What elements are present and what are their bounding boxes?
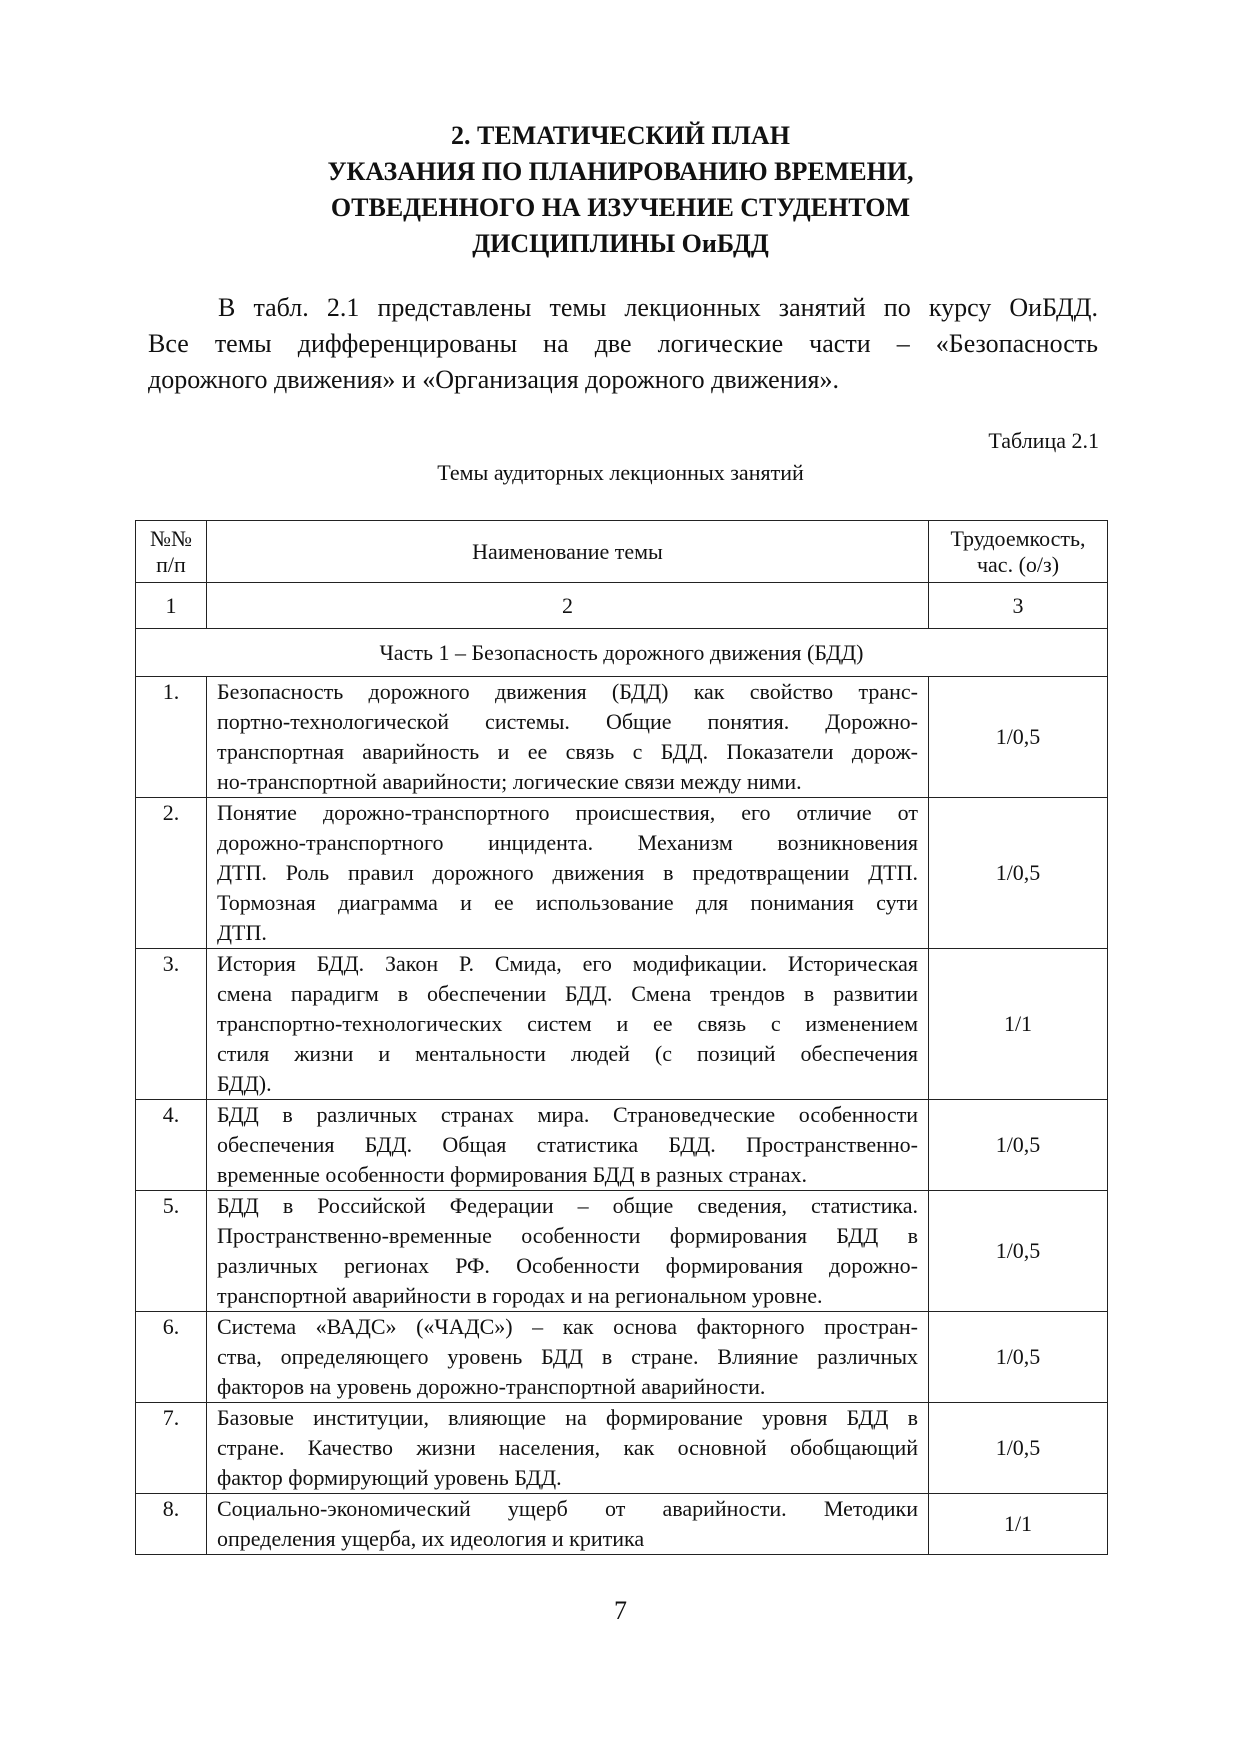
header-hours-line: час. (о/з) — [976, 551, 1060, 577]
table-row — [136, 1100, 1108, 1191]
table-caption: Темы аудиторных лекционных занятий — [437, 460, 804, 485]
row-topic — [207, 1100, 929, 1191]
topic-line: Система «ВАДС» («ЧАДС») – как основа факторного простран- — [217, 1314, 918, 1339]
row-hours: 1/0,5 — [929, 1191, 1108, 1312]
table-row — [136, 798, 1108, 949]
header-num — [136, 521, 207, 583]
column-number-row — [136, 583, 1108, 629]
topic-line: портно-технологической системы. Общие понятия. Дорожно- — [217, 709, 918, 734]
col-number: 3 — [929, 583, 1108, 629]
row-number: 7. — [136, 1403, 207, 1494]
topic-line: фактор формирующий уровень БДД. — [217, 1465, 562, 1490]
col-number: 1 — [136, 583, 207, 629]
row-topic — [207, 949, 929, 1100]
table-row — [136, 1494, 1108, 1555]
topic-line: Пространственно-временные особенности формирования БДД в — [217, 1223, 918, 1248]
intro-paragraph — [148, 290, 1098, 398]
topic-line: стране. Качество жизни населения, как основной обобщающий — [217, 1435, 918, 1460]
row-topic — [207, 1312, 929, 1403]
topic-line: ДТП. — [217, 920, 267, 945]
row-topic — [207, 1191, 929, 1312]
intro-line: Все темы дифференцированы на две логические части – «Безопасность — [148, 329, 1098, 358]
section-heading — [0, 118, 1241, 262]
row-hours: 1/0,5 — [929, 798, 1108, 949]
header-hours-line: Трудоемкость, — [950, 525, 1086, 551]
heading-line: 2. ТЕМАТИЧЕСКИЙ ПЛАН — [451, 121, 790, 150]
col-number: 2 — [207, 583, 929, 629]
row-number: 2. — [136, 798, 207, 949]
topic-line: ДТП. Роль правил дорожного движения в предотвращении ДТП. — [217, 860, 918, 885]
table-row — [136, 1403, 1108, 1494]
row-number: 1. — [136, 677, 207, 798]
topics-table — [135, 520, 1108, 1555]
topic-line: ства, определяющего уровень БДД в стране. Влияние различных — [217, 1344, 918, 1369]
row-topic — [207, 677, 929, 798]
part-row — [136, 629, 1108, 677]
topic-line: определения ущерба, их идеология и критика — [217, 1526, 645, 1551]
topic-line: смена парадигм в обеспечении БДД. Смена трендов в развитии — [217, 981, 918, 1006]
topic-line: транспортно-технологических систем и ее связь с изменением — [217, 1011, 918, 1036]
row-topic — [207, 1403, 929, 1494]
topic-line: Тормозная диаграмма и ее использование для понимания сути — [217, 890, 918, 915]
topic-line: БДД в различных странах мира. Страноведческие особенности — [217, 1102, 918, 1127]
topic-line: БДД в Российской Федерации – общие сведения, статистика. — [217, 1193, 918, 1218]
topic-line: транспортной аварийности в городах и на региональном уровне. — [217, 1283, 823, 1308]
header-name: Наименование темы — [207, 521, 929, 583]
topic-line: различных регионах РФ. Особенности формирования дорожно- — [217, 1253, 918, 1278]
table-header-row — [136, 521, 1108, 583]
row-topic — [207, 798, 929, 949]
row-hours: 1/1 — [929, 949, 1108, 1100]
row-topic — [207, 1494, 929, 1555]
part-title: Часть 1 – Безопасность дорожного движения (БДД) — [136, 629, 1108, 677]
intro-line: дорожного движения» и «Организация дорожного движения». — [148, 365, 840, 394]
row-hours: 1/0,5 — [929, 677, 1108, 798]
heading-line: УКАЗАНИЯ ПО ПЛАНИРОВАНИЮ ВРЕМЕНИ, — [327, 157, 914, 186]
topic-line: но-транспортной аварийности; логические связи между ними. — [217, 769, 802, 794]
heading-line: ДИСЦИПЛИНЫ ОиБДД — [472, 229, 769, 258]
row-hours: 1/0,5 — [929, 1312, 1108, 1403]
row-hours: 1/1 — [929, 1494, 1108, 1555]
heading-line: ОТВЕДЕННОГО НА ИЗУЧЕНИЕ СТУДЕНТОМ — [330, 193, 911, 222]
header-num-line: №№ — [150, 525, 192, 551]
topic-line: Базовые институции, влияющие на формирование уровня БДД в — [217, 1405, 918, 1430]
table-number: Таблица 2.1 — [988, 428, 1099, 453]
topic-line: Социально-экономический ущерб от аварийности. Методики — [217, 1496, 918, 1521]
topic-line: временные особенности формирования БДД в разных странах. — [217, 1162, 807, 1187]
topic-line: стиля жизни и ментальности людей (с позиций обеспечения — [217, 1041, 918, 1066]
row-number: 6. — [136, 1312, 207, 1403]
row-number: 4. — [136, 1100, 207, 1191]
intro-line: В табл. 2.1 представлены темы лекционных занятий по курсу ОиБДД. — [218, 293, 1098, 322]
table-row — [136, 677, 1108, 798]
header-num-line: п/п — [156, 551, 186, 577]
row-hours: 1/0,5 — [929, 1403, 1108, 1494]
topic-line: факторов на уровень дорожно-транспортной аварийности. — [217, 1374, 766, 1399]
table-row — [136, 1312, 1108, 1403]
row-number: 5. — [136, 1191, 207, 1312]
table-row — [136, 1191, 1108, 1312]
page-number: 7 — [614, 1596, 627, 1625]
row-number: 8. — [136, 1494, 207, 1555]
row-number: 3. — [136, 949, 207, 1100]
topic-line: История БДД. Закон Р. Смида, его модификации. Историческая — [217, 951, 918, 976]
topic-line: Безопасность дорожного движения (БДД) как свойство транс- — [217, 679, 918, 704]
topic-line: БДД). — [217, 1071, 272, 1096]
topic-line: дорожно-транспортного инцидента. Механизм возникновения — [217, 830, 918, 855]
topic-line: транспортная аварийность и ее связь с БДД. Показатели дорож- — [217, 739, 918, 764]
topic-line: обеспечения БДД. Общая статистика БДД. Пространственно- — [217, 1132, 918, 1157]
header-hours — [929, 521, 1108, 583]
topic-line: Понятие дорожно-транспортного происшествия, его отличие от — [217, 800, 918, 825]
table-row — [136, 949, 1108, 1100]
row-hours: 1/0,5 — [929, 1100, 1108, 1191]
